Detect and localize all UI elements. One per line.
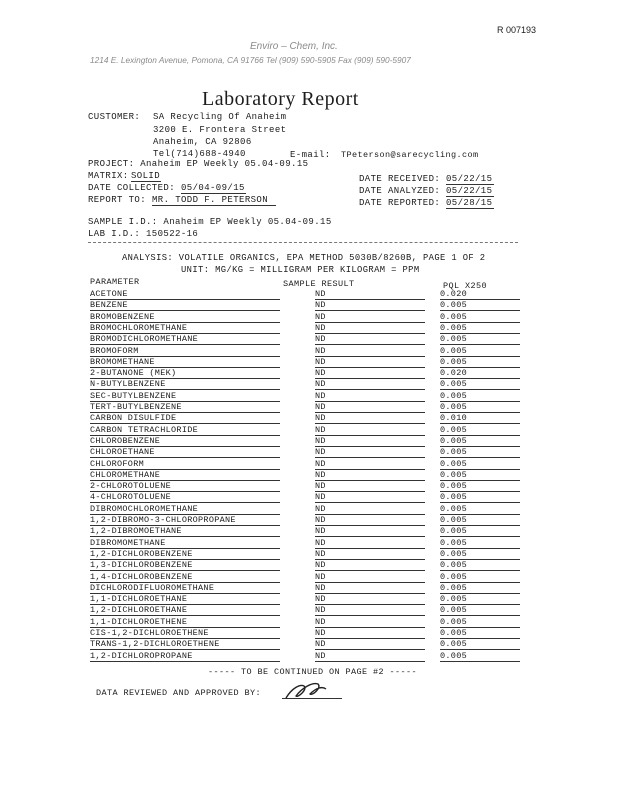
sample-result: ND — [315, 617, 425, 628]
parameter-name: 2-CHLOROTOLUENE — [90, 481, 280, 492]
pql-value: 0.010 — [440, 413, 520, 424]
table-row — [0, 481, 618, 492]
date-reported-label: DATE REPORTED: — [359, 198, 441, 208]
reviewed-label: DATA REVIEWED AND APPROVED BY: — [96, 688, 262, 698]
unit-line: UNIT: MG/KG = MILLIGRAM PER KILOGRAM = PPM — [181, 265, 420, 275]
date-collected-label: DATE COLLECTED: — [88, 183, 176, 193]
col-result: SAMPLE RESULT — [283, 279, 355, 289]
parameter-name: CHLOROMETHANE — [90, 470, 280, 481]
table-row — [0, 436, 618, 447]
sample-result: ND — [315, 447, 425, 458]
parameter-name: DIBROMOCHLOROMETHANE — [90, 504, 280, 515]
parameter-name: DIBROMOMETHANE — [90, 538, 280, 549]
table-row — [0, 425, 618, 436]
parameter-name: TERT-BUTYLBENZENE — [90, 402, 280, 413]
parameter-name: ACETONE — [90, 289, 280, 300]
sample-result: ND — [315, 605, 425, 616]
parameter-name: DICHLORODIFLUOROMETHANE — [90, 583, 280, 594]
table-row — [0, 289, 618, 300]
sample-result: ND — [315, 492, 425, 503]
sample-result: ND — [315, 572, 425, 583]
customer-email: TPeterson@sarecycling.com — [341, 150, 479, 160]
sample-result: ND — [315, 436, 425, 447]
parameter-name: 1,2-DICHLOROBENZENE — [90, 549, 280, 560]
continued-note: ----- TO BE CONTINUED ON PAGE #2 ----- — [208, 667, 418, 677]
pql-value: 0.005 — [440, 402, 520, 413]
pql-value: 0.005 — [440, 312, 520, 323]
parameter-name: 1,2-DICHLOROETHANE — [90, 605, 280, 616]
parameter-name: 1,1-DICHLOROETHANE — [90, 594, 280, 605]
parameter-name: 2-BUTANONE (MEK) — [90, 368, 280, 379]
sample-result: ND — [315, 549, 425, 560]
table-row — [0, 346, 618, 357]
table-row — [0, 413, 618, 424]
table-row — [0, 639, 618, 650]
table-row — [0, 492, 618, 503]
customer-city: Anaheim, CA 92806 — [153, 137, 252, 147]
pql-value: 0.005 — [440, 617, 520, 628]
project-line: PROJECT: Anaheim EP Weekly 05.04-09.15 — [88, 159, 309, 169]
pql-value: 0.020 — [440, 368, 520, 379]
divider — [88, 242, 518, 243]
sample-result: ND — [315, 538, 425, 549]
pql-value: 0.005 — [440, 572, 520, 583]
pql-value: 0.005 — [440, 492, 520, 503]
sample-result: ND — [315, 560, 425, 571]
analysis-line: ANALYSIS: VOLATILE ORGANICS, EPA METHOD 5030B/8260B, PAGE 1 OF 2 — [122, 253, 486, 263]
sample-result: ND — [315, 368, 425, 379]
table-row — [0, 470, 618, 481]
sample-result: ND — [315, 526, 425, 537]
sample-result: ND — [315, 391, 425, 402]
table-row — [0, 538, 618, 549]
ref-number: R 007193 — [497, 25, 537, 35]
sample-result: ND — [315, 312, 425, 323]
parameter-name: CARBON TETRACHLORIDE — [90, 425, 280, 436]
sample-result: ND — [315, 651, 425, 662]
sample-result: ND — [315, 459, 425, 470]
table-row — [0, 560, 618, 571]
parameter-name: 1,2-DIBROMOETHANE — [90, 526, 280, 537]
sample-result: ND — [315, 402, 425, 413]
pql-value: 0.005 — [440, 515, 520, 526]
table-row — [0, 357, 618, 368]
parameter-name: 1,2-DICHLOROPROPANE — [90, 651, 280, 662]
parameter-name: 4-CHLOROTOLUENE — [90, 492, 280, 503]
table-row — [0, 402, 618, 413]
date-analyzed-value: 05/22/15 — [446, 186, 493, 196]
parameter-name: CHLOROBENZENE — [90, 436, 280, 447]
parameter-name: CHLOROFORM — [90, 459, 280, 470]
report-to-value: MR. TODD F. PETERSON — [152, 195, 276, 206]
pql-value: 0.005 — [440, 436, 520, 447]
sample-result: ND — [315, 470, 425, 481]
pql-value: 0.005 — [440, 538, 520, 549]
parameter-name: CIS-1,2-DICHLOROETHENE — [90, 628, 280, 639]
parameter-name: 1,1-DICHLOROETHENE — [90, 617, 280, 628]
table-row — [0, 594, 618, 605]
table-row — [0, 515, 618, 526]
pql-value: 0.005 — [440, 379, 520, 390]
pql-value: 0.005 — [440, 459, 520, 470]
pql-value: 0.005 — [440, 346, 520, 357]
pql-value: 0.005 — [440, 300, 520, 311]
matrix-value: SOLID — [131, 171, 161, 181]
parameter-name: CHLOROETHANE — [90, 447, 280, 458]
sample-result: ND — [315, 481, 425, 492]
pql-value: 0.005 — [440, 323, 520, 334]
letterhead-address: 1214 E. Lexington Avenue, Pomona, CA 91766 Tel (909) 590-5905 Fax (909) 590-5907 — [90, 55, 411, 65]
pql-value: 0.005 — [440, 447, 520, 458]
sample-result: ND — [315, 289, 425, 300]
parameter-name: BROMOFORM — [90, 346, 280, 357]
customer-street: 3200 E. Frontera Street — [153, 125, 287, 135]
pql-value: 0.005 — [440, 560, 520, 571]
sample-result: ND — [315, 346, 425, 357]
pql-value: 0.005 — [440, 425, 520, 436]
table-row — [0, 323, 618, 334]
pql-value: 0.005 — [440, 628, 520, 639]
table-row — [0, 312, 618, 323]
sample-result: ND — [315, 323, 425, 334]
parameter-name: TRANS-1,2-DICHLOROETHENE — [90, 639, 280, 650]
sample-result: ND — [315, 413, 425, 424]
pql-value: 0.005 — [440, 605, 520, 616]
signature-mark — [282, 680, 332, 702]
lab-id: LAB I.D.: 150522-16 — [88, 229, 199, 239]
date-collected-value: 05/04-09/15 — [181, 183, 245, 193]
pql-value: 0.005 — [440, 594, 520, 605]
sample-result: ND — [315, 515, 425, 526]
sample-result: ND — [315, 357, 425, 368]
date-received-label: DATE RECEIVED: — [359, 174, 441, 184]
pql-value: 0.005 — [440, 651, 520, 662]
table-row — [0, 572, 618, 583]
sample-result: ND — [315, 300, 425, 311]
table-row — [0, 368, 618, 379]
customer-label: CUSTOMER: — [88, 112, 141, 122]
parameter-name: 1,3-DICHLOROBENZENE — [90, 560, 280, 571]
pql-value: 0.005 — [440, 481, 520, 492]
table-row — [0, 459, 618, 470]
date-analyzed-label: DATE ANALYZED: — [359, 186, 441, 196]
table-row — [0, 447, 618, 458]
pql-value: 0.005 — [440, 583, 520, 594]
sample-result: ND — [315, 639, 425, 650]
col-parameter: PARAMETER — [90, 277, 140, 287]
table-row — [0, 628, 618, 639]
sample-result: ND — [315, 504, 425, 515]
email-label: E-mail: — [290, 150, 331, 160]
customer-name: SA Recycling Of Anaheim — [153, 112, 287, 122]
report-to-label: REPORT TO: — [88, 195, 147, 205]
pql-value: 0.005 — [440, 639, 520, 650]
pql-value: 0.005 — [440, 526, 520, 537]
pql-value: 0.005 — [440, 470, 520, 481]
table-row — [0, 605, 618, 616]
parameter-name: BENZENE — [90, 300, 280, 311]
table-row — [0, 391, 618, 402]
page-title: Laboratory Report — [202, 88, 359, 110]
sample-result: ND — [315, 425, 425, 436]
parameter-name: BROMOMETHANE — [90, 357, 280, 368]
table-row — [0, 617, 618, 628]
pql-value: 0.005 — [440, 504, 520, 515]
pql-value: 0.020 — [440, 289, 520, 300]
col-pql: PQL X250 — [443, 281, 488, 291]
parameter-name: 1,2-DIBROMO-3-CHLOROPROPANE — [90, 515, 280, 526]
parameter-name: N-BUTYLBENZENE — [90, 379, 280, 390]
pql-value: 0.005 — [440, 334, 520, 345]
table-row — [0, 504, 618, 515]
date-received-value: 05/22/15 — [446, 174, 493, 184]
customer-tel: Tel(714)688-4940 — [153, 149, 246, 159]
matrix-label: MATRIX: — [88, 171, 129, 181]
table-row — [0, 334, 618, 345]
table-row — [0, 549, 618, 560]
sample-result: ND — [315, 583, 425, 594]
pql-value: 0.005 — [440, 549, 520, 560]
parameter-name: BROMODICHLOROMETHANE — [90, 334, 280, 345]
table-row — [0, 583, 618, 594]
table-row — [0, 526, 618, 537]
parameter-name: BROMOBENZENE — [90, 312, 280, 323]
table-row — [0, 300, 618, 311]
date-reported-value: 05/28/15 — [446, 198, 493, 208]
pql-value: 0.005 — [440, 391, 520, 402]
parameter-name: BROMOCHLOROMETHANE — [90, 323, 280, 334]
sample-result: ND — [315, 334, 425, 345]
parameter-name: 1,4-DICHLOROBENZENE — [90, 572, 280, 583]
letterhead-company: Enviro – Chem, Inc. — [250, 41, 338, 52]
sample-result: ND — [315, 594, 425, 605]
parameter-name: SEC-BUTYLBENZENE — [90, 391, 280, 402]
parameter-name: CARBON DISULFIDE — [90, 413, 280, 424]
pql-value: 0.005 — [440, 357, 520, 368]
sample-result: ND — [315, 628, 425, 639]
table-row — [0, 379, 618, 390]
sample-id: SAMPLE I.D.: Anaheim EP Weekly 05.04-09.15 — [88, 217, 332, 227]
table-row — [0, 651, 618, 662]
sample-result: ND — [315, 379, 425, 390]
